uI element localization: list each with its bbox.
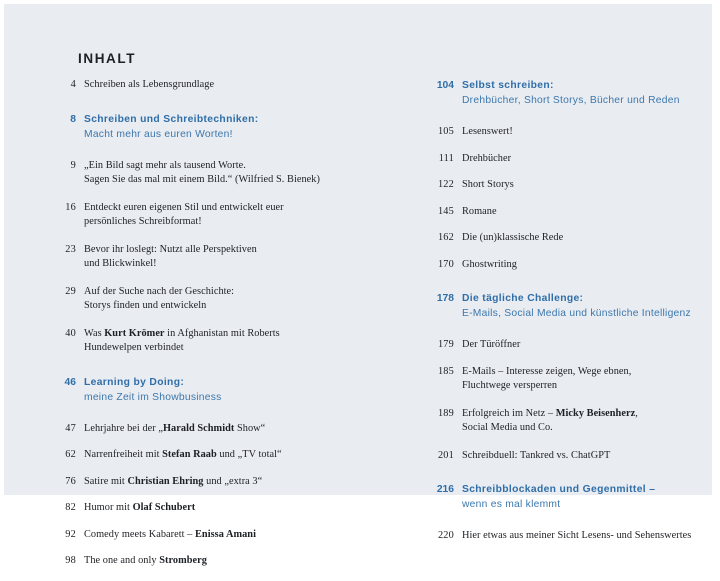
- toc-entry-title: [84, 243, 366, 272]
- toc-entry-line: Storys finden und entwickeln: [84, 300, 207, 311]
- toc-entry[interactable]: [404, 407, 704, 436]
- toc-entry-line: Der Türöffner: [462, 339, 521, 350]
- toc-page-number: 62: [65, 449, 76, 460]
- toc-entry[interactable]: [26, 528, 366, 543]
- toc-entry-title: [84, 375, 366, 405]
- toc-page-number: 8: [70, 113, 76, 125]
- toc-entry-title: [84, 554, 366, 569]
- toc-entry[interactable]: [404, 338, 704, 353]
- toc-entry-title: [462, 291, 704, 321]
- toc-entry-emphasis: Harald Schmidt: [163, 422, 235, 434]
- toc-entry-emphasis: Micky Beisenherz: [555, 407, 636, 419]
- toc-page-number: 189: [437, 407, 454, 419]
- toc-entry-title: [462, 449, 704, 464]
- toc-entry-line: Fluchtwege versperren: [462, 380, 558, 391]
- toc-entry[interactable]: [404, 205, 704, 220]
- toc-section-entry[interactable]: [404, 291, 704, 321]
- toc-entry-title: [462, 125, 704, 140]
- toc-page-number: 220: [437, 530, 454, 541]
- toc-entry-line: und Blickwinkel!: [84, 258, 157, 269]
- toc-entry[interactable]: [26, 448, 366, 463]
- toc-entry-title: [84, 112, 366, 142]
- toc-page-number: 23: [65, 243, 76, 255]
- toc-entry-line: Comedy meets Kabarett – Enissa Amani: [84, 528, 256, 540]
- toc-entry[interactable]: [404, 178, 704, 193]
- toc-entry-line: Social Media und Co.: [462, 422, 553, 433]
- toc-entry-line: Bevor ihr loslegt: Nutzt alle Perspektiven: [84, 243, 257, 255]
- toc-entry-title: [84, 422, 366, 437]
- toc-entry-line: Schreibblockaden und Gegenmittel –: [462, 484, 656, 495]
- toc-entry-title: [462, 178, 704, 193]
- toc-page-number: 46: [64, 376, 76, 388]
- toc-entry[interactable]: [26, 201, 366, 230]
- toc-entry[interactable]: [26, 78, 366, 93]
- toc-entry[interactable]: [404, 258, 704, 273]
- toc-entry-title: [84, 78, 366, 93]
- toc-entry[interactable]: [404, 152, 704, 167]
- toc-entry-title: [462, 231, 704, 246]
- toc-entry-line: Short Storys: [462, 179, 514, 190]
- toc-entry-line: Entdeckt euren eigenen Stil und entwickelt euer: [84, 201, 284, 213]
- toc-entry[interactable]: [26, 159, 366, 188]
- toc-entry-line: E-Mails, Social Media und künstliche Intelligenz: [462, 308, 691, 319]
- toc-page-number: 111: [438, 152, 454, 164]
- toc-entry-line: Drehbücher, Short Storys, Bücher und Reden: [462, 95, 680, 106]
- toc-entry-emphasis: Kurt Krömer: [104, 327, 165, 339]
- toc-entry-title: [462, 482, 704, 512]
- toc-page-number: 98: [65, 555, 76, 566]
- toc-entry-title: [84, 501, 366, 516]
- toc-page-number: 216: [436, 484, 454, 495]
- toc-entry-line: Macht mehr aus euren Worten!: [84, 128, 233, 140]
- toc-page-number: 4: [70, 79, 76, 90]
- toc-page-number: 201: [437, 449, 454, 461]
- toc-entry-title: [462, 365, 704, 394]
- toc-page-number: 9: [70, 159, 76, 171]
- toc-entry-title: [84, 475, 366, 490]
- toc-entry-emphasis: Stromberg: [159, 555, 207, 566]
- toc-entry-title: [84, 448, 366, 463]
- toc-entry[interactable]: [404, 365, 704, 394]
- toc-page-number: 104: [436, 80, 454, 91]
- toc-section-entry[interactable]: [404, 482, 704, 512]
- toc-entry-line: E-Mails – Interesse zeigen, Wege ebnen,: [462, 365, 632, 377]
- toc-entry-line: Humor mit Olaf Schubert: [84, 502, 196, 513]
- toc-entry-emphasis: Enissa Amani: [195, 528, 256, 540]
- toc-entry-title: [462, 152, 704, 167]
- toc-entry-title: [84, 285, 366, 314]
- toc-entry-line: Was Kurt Krömer in Afghanistan mit Roberts: [84, 327, 280, 339]
- toc-page-number: 122: [437, 179, 454, 190]
- toc-entry-line: Die tägliche Challenge:: [462, 293, 584, 304]
- toc-entry[interactable]: [404, 231, 704, 246]
- toc-entry[interactable]: [26, 243, 366, 272]
- toc-entry-line: Lesenswert!: [462, 126, 513, 137]
- toc-page-number: 40: [65, 327, 76, 339]
- toc-entry-line: Satire mit Christian Ehring und „extra 3“: [84, 475, 263, 487]
- toc-entry-line: Auf der Suche nach der Geschichte:: [84, 285, 235, 297]
- toc-entry-title: [84, 327, 366, 356]
- toc-entry-line: Romane: [462, 205, 497, 217]
- toc-entry-line: Learning by Doing:: [84, 376, 185, 388]
- toc-entry-line: Schreiben als Lebensgrundlage: [84, 79, 215, 90]
- toc-entry-line: Hundewelpen verbindet: [84, 342, 184, 353]
- toc-entry[interactable]: [26, 285, 366, 314]
- toc-entry-emphasis: Christian Ehring: [127, 475, 204, 487]
- toc-entry-title: [462, 258, 704, 273]
- toc-page-number: 170: [437, 258, 454, 270]
- toc-entry-title: [84, 201, 366, 230]
- toc-page-number: 16: [65, 201, 76, 213]
- toc-page-number: 179: [437, 339, 454, 350]
- toc-page-number: 92: [65, 528, 76, 540]
- toc-entry[interactable]: [26, 475, 366, 490]
- toc-entry-title: [84, 528, 366, 543]
- toc-entry-title: [462, 529, 704, 544]
- toc-entry-title: [462, 407, 704, 436]
- toc-entry[interactable]: [26, 554, 366, 569]
- toc-entry[interactable]: [26, 501, 366, 516]
- toc-page-number: 47: [65, 422, 76, 434]
- toc-entry-line: persönliches Schreibformat!: [84, 216, 202, 227]
- toc-entry-line: Erfolgreich im Netz – Micky Beisenherz,: [462, 407, 638, 419]
- toc-entry-title: [462, 338, 704, 353]
- toc-section-entry[interactable]: [26, 112, 366, 142]
- toc-page-number: 82: [65, 502, 76, 513]
- toc-entry[interactable]: [26, 422, 366, 437]
- toc-page-number: 185: [437, 365, 454, 377]
- toc-entry-line: meine Zeit im Showbusiness: [84, 391, 222, 403]
- toc-column-right: [404, 78, 704, 556]
- toc-entry[interactable]: [404, 449, 704, 464]
- toc-entry-line: Selbst schreiben:: [462, 80, 554, 91]
- toc-entry-title: [462, 205, 704, 220]
- toc-entry-line: Drehbücher: [462, 152, 512, 164]
- toc-page-number: 29: [65, 285, 76, 297]
- toc-entry[interactable]: [404, 125, 704, 140]
- toc-entry[interactable]: [26, 327, 366, 356]
- table-of-contents-page: [4, 4, 712, 566]
- toc-entry-emphasis: Stefan Raab: [162, 449, 217, 460]
- page-title: INHALT: [78, 51, 137, 66]
- toc-entry-line: Ghostwriting: [462, 258, 517, 270]
- toc-entry-line: Narrenfreiheit mit Stefan Raab und „TV total“: [84, 449, 282, 460]
- toc-entry-line: Lehrjahre bei der „Harald Schmidt Show“: [84, 422, 266, 434]
- toc-page-number: 162: [437, 232, 454, 243]
- toc-entry-line: Schreiben und Schreibtechniken:: [84, 113, 259, 125]
- toc-entry[interactable]: [404, 529, 704, 544]
- toc-entry-line: Hier etwas aus meiner Sicht Lesens- und Sehenswertes: [462, 530, 692, 541]
- toc-page-number: 76: [65, 475, 76, 487]
- toc-entry-line: The one and only Stromberg: [84, 555, 207, 566]
- toc-page-number: 145: [437, 205, 454, 217]
- toc-section-entry[interactable]: [404, 78, 704, 108]
- toc-column-left: [26, 78, 366, 581]
- toc-entry-line: Sagen Sie das mal mit einem Bild.“ (Wilfried S. Bienek): [84, 174, 320, 185]
- toc-entry-line: „Ein Bild sagt mehr als tausend Worte.: [84, 159, 246, 171]
- toc-entry-title: [84, 159, 366, 188]
- toc-page-number: 105: [437, 126, 454, 137]
- toc-entry-line: Schreibduell: Tankred vs. ChatGPT: [462, 449, 611, 461]
- toc-section-entry[interactable]: [26, 375, 366, 405]
- toc-entry-line: wenn es mal klemmt: [462, 499, 561, 510]
- toc-page-number: 178: [436, 293, 454, 304]
- toc-entry-line: Die (un)klassische Rede: [462, 232, 564, 243]
- toc-entry-title: [462, 78, 704, 108]
- toc-entry-emphasis: Olaf Schubert: [132, 502, 196, 513]
